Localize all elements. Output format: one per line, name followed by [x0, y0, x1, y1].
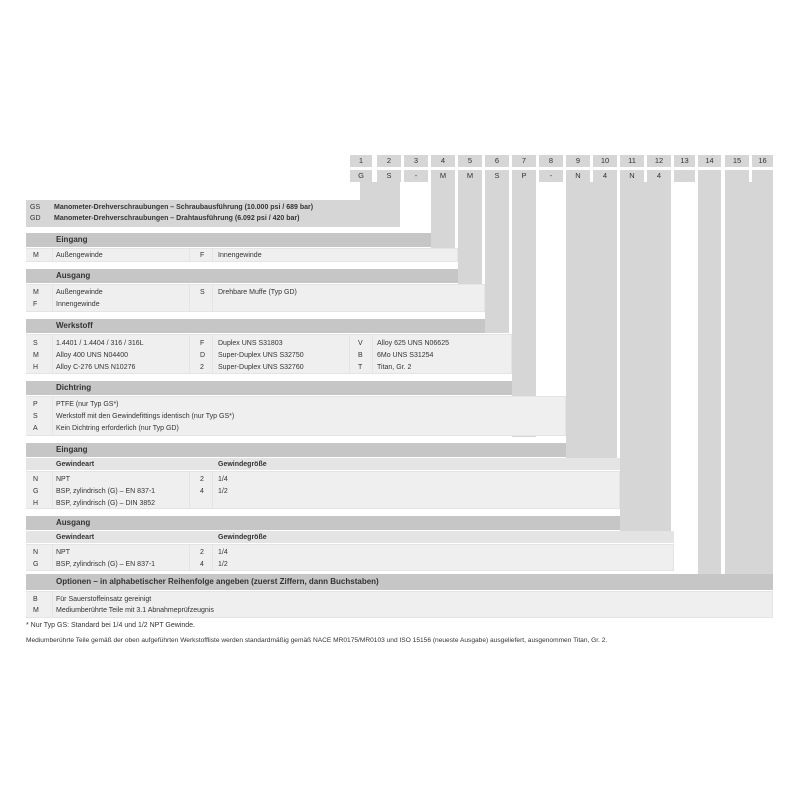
ausgang2-title: Ausgang [56, 518, 91, 527]
eingang2-art-code-h: H [33, 500, 39, 507]
eingang2-size-code-2: 2 [200, 476, 204, 483]
footnote-type-gs: * Nur Typ GS: Standard bei 1/4 und 1/2 NPT Gewinde. [26, 622, 196, 629]
order-code-char-3: - [404, 170, 428, 182]
ausgang2-size-label-2: 1/4 [218, 549, 228, 556]
eingang2-art-label-h: BSP, zylindrisch (G) – DIN 3852 [56, 500, 156, 507]
product-label-gs: Manometer-Drehverschraubungen – Schraubausführung (10.000 psi / 689 bar) [54, 204, 314, 211]
dichtring-label-s: Werkstoff mit den Gewindefittings identisch (nur Typ GS*) [56, 413, 235, 420]
werkstoff-code-f: F [200, 340, 205, 347]
dichtring-code-a: A [33, 425, 38, 432]
eingang2-art-title: Gewindeart [56, 461, 95, 468]
werkstoff-code-m: M [33, 352, 39, 359]
order-code-char-16 [752, 170, 773, 182]
position-number-13: 13 [674, 155, 695, 167]
eingang2-art-code-n: N [33, 476, 39, 483]
position-number-3: 3 [404, 155, 428, 167]
werkstoff-code-s: S [33, 340, 38, 347]
dichtring-code-p: P [33, 401, 38, 408]
ausgang2-art-code-g: G [33, 561, 39, 568]
position-number-1: 1 [350, 155, 372, 167]
order-code-char-11: N [620, 170, 644, 182]
eingang2-size-title: Gewindegröße [218, 461, 267, 468]
eingang-code-f: F [200, 252, 205, 259]
dichtring-code-s: S [33, 413, 38, 420]
order-code-char-5: M [458, 170, 482, 182]
eingang2-size-label-4: 1/2 [218, 488, 228, 495]
order-code-char-2: S [377, 170, 401, 182]
werkstoff-label-d: Super-Duplex UNS S32750 [218, 352, 304, 359]
connector-eingang-gewinde [566, 182, 617, 464]
werkstoff-label-v: Alloy 625 UNS N06625 [377, 340, 449, 347]
order-code-char-4: M [431, 170, 455, 182]
ausgang-code-m: M [33, 289, 39, 296]
position-number-14: 14 [698, 155, 721, 167]
werkstoff-title: Werkstoff [56, 321, 93, 330]
ausgang2-size-label-4: 1/2 [218, 561, 228, 568]
product-code-gs: GS [30, 204, 41, 211]
eingang-code-m: M [33, 252, 39, 259]
werkstoff-code-b: B [358, 352, 363, 359]
position-number-8: 8 [539, 155, 563, 167]
ausgang-code-f: F [33, 301, 38, 308]
eingang-label-m: Außengewinde [56, 252, 103, 259]
ausgang2-art-title: Gewindeart [56, 534, 95, 541]
werkstoff-code-2: 2 [200, 364, 204, 371]
position-number-9: 9 [566, 155, 590, 167]
position-number-6: 6 [485, 155, 509, 167]
position-number-5: 5 [458, 155, 482, 167]
optionen-code-b: B [33, 596, 38, 603]
order-code-char-13 [674, 170, 695, 182]
werkstoff-code-d: D [200, 352, 206, 359]
position-number-2: 2 [377, 155, 401, 167]
position-number-4: 4 [431, 155, 455, 167]
position-number-11: 11 [620, 155, 644, 167]
order-code-char-1: G [350, 170, 372, 182]
ausgang-label-m: Außengewinde [56, 289, 103, 296]
werkstoff-label-t: Titan, Gr. 2 [377, 364, 412, 371]
werkstoff-label-2: Super-Duplex UNS S32760 [218, 364, 304, 371]
eingang2-header-bar [26, 443, 566, 457]
werkstoff-label-f: Duplex UNS S31803 [218, 340, 283, 347]
connector-ausgang [458, 182, 482, 299]
eingang2-subheader-bar [26, 458, 620, 470]
ausgang-label-s: Drehbare Muffe (Typ GD) [218, 289, 297, 296]
order-code-char-10: 4 [593, 170, 617, 182]
ausgang-label-f: Innengewinde [56, 301, 100, 308]
position-number-7: 7 [512, 155, 536, 167]
eingang-label-f: Innengewinde [218, 252, 262, 259]
dichtring-header-bar [26, 381, 512, 395]
werkstoff-code-t: T [358, 364, 363, 371]
werkstoff-label-m: Alloy 400 UNS N04400 [56, 352, 128, 359]
product-label-gd: Manometer-Drehverschraubungen – Drahtausführung (6.092 psi / 420 bar) [54, 215, 300, 222]
eingang2-art-label-n: NPT [56, 476, 70, 483]
order-code-char-12: 4 [647, 170, 671, 182]
connector-ausgang-gewinde [620, 182, 671, 538]
ausgang2-header-bar [26, 516, 620, 530]
ausgang-code-s: S [200, 289, 205, 296]
ausgang-header-bar [26, 269, 458, 283]
optionen-label-b: Für Sauerstoffeinsatz gereinigt [56, 596, 152, 603]
ausgang2-art-label-g: BSP, zylindrisch (G) – EN 837-1 [56, 561, 156, 568]
optionen-title: Optionen – in alphabetischer Reihenfolge angeben (zuerst Ziffern, dann Buchstaben) [56, 577, 379, 586]
connector-optionen-a [698, 182, 721, 574]
werkstoff-code-v: V [358, 340, 363, 347]
dichtring-label-p: PTFE (nur Typ GS*) [56, 401, 119, 408]
position-number-16: 16 [752, 155, 773, 167]
connector-optionen-b [725, 182, 773, 574]
eingang2-title: Eingang [56, 445, 88, 454]
position-number-12: 12 [647, 155, 671, 167]
order-code-char-7: P [512, 170, 536, 182]
werkstoff-label-s: 1.4401 / 1.4404 / 316 / 316L [56, 340, 144, 347]
ausgang2-size-title: Gewindegröße [218, 534, 267, 541]
product-code-gd: GD [30, 215, 41, 222]
position-number-10: 10 [593, 155, 617, 167]
order-code-char-6: S [485, 170, 509, 182]
order-code-char-8: - [539, 170, 563, 182]
dichtring-title: Dichtring [56, 383, 92, 392]
ausgang2-size-code-2: 2 [200, 549, 204, 556]
connector-werkstoff [485, 182, 509, 333]
werkstoff-code-h: H [33, 364, 39, 371]
footnote-nace: Mediumberührte Teile gemäß der oben aufgeführten Werkstoffliste werden standardmäßig gemäß NACE MR0175/MR0103 und ISO 15156 (neueste Ausgabe) ausgeliefert, ausgenommen Titan, Gr. 2. [26, 637, 608, 644]
ausgang-title: Ausgang [56, 271, 91, 280]
werkstoff-label-b: 6Mo UNS S31254 [377, 352, 434, 359]
eingang2-size-label-2: 1/4 [218, 476, 228, 483]
optionen-code-m: M [33, 607, 39, 614]
werkstoff-label-h: Alloy C-276 UNS N10276 [56, 364, 136, 371]
ausgang2-art-label-n: NPT [56, 549, 70, 556]
order-code-char-15 [725, 170, 749, 182]
dichtring-label-a: Kein Dichtring erforderlich (nur Typ GD) [56, 425, 179, 432]
ausgang2-art-code-n: N [33, 549, 39, 556]
order-code-char-9: N [566, 170, 590, 182]
order-code-char-14 [698, 170, 721, 182]
eingang2-art-code-g: G [33, 488, 39, 495]
optionen-label-m: Mediumberührte Teile mit 3.1 Abnahmeprüfzeugnis [56, 607, 214, 614]
eingang2-art-label-g: BSP, zylindrisch (G) – EN 837-1 [56, 488, 156, 495]
eingang2-size-code-4: 4 [200, 488, 204, 495]
position-number-15: 15 [725, 155, 749, 167]
ausgang2-subheader-bar [26, 531, 674, 543]
werkstoff-header-bar [26, 319, 485, 333]
ausgang2-size-code-4: 4 [200, 561, 204, 568]
eingang-title: Eingang [56, 235, 88, 244]
